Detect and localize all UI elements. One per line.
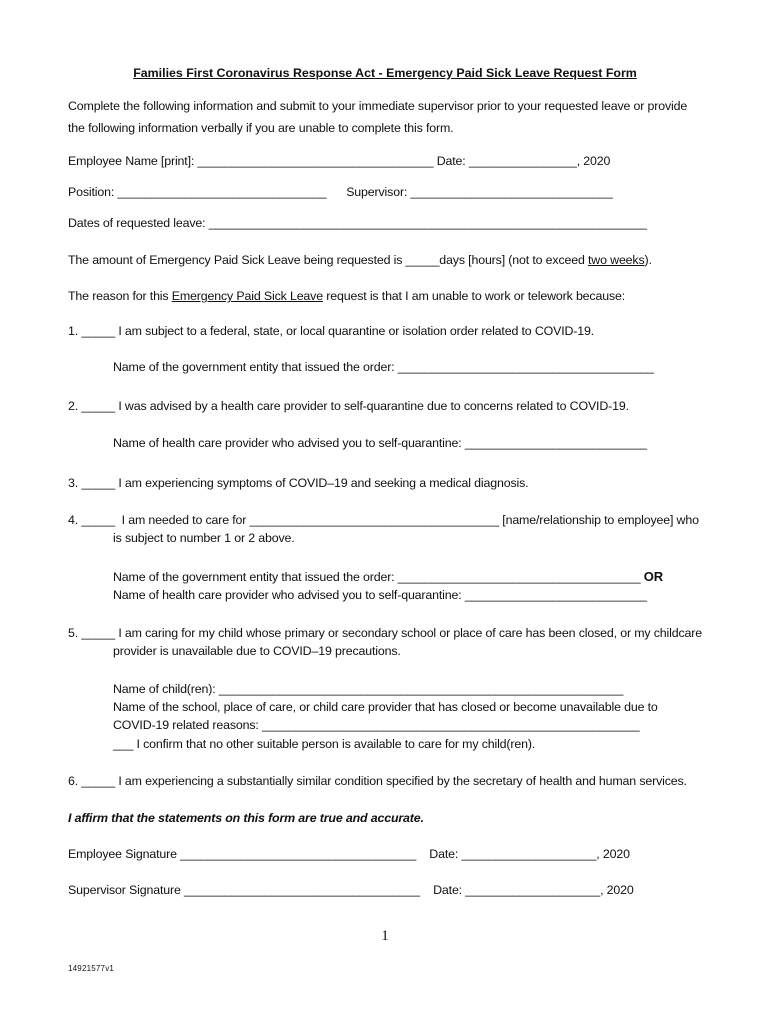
employee-signature-field[interactable]: Employee Signature ___________________________________ Date: ____________________, 2020: [68, 847, 630, 861]
position-supervisor-field[interactable]: Position: _______________________________ Supervisor: ______________________________: [68, 185, 613, 199]
affirmation-statement: I affirm that the statements on this form are true and accurate.: [68, 811, 424, 825]
reason-item-6[interactable]: 6. _____ I am experiencing a substantially similar condition specified by the secretary of health and human services.: [68, 774, 687, 788]
two-weeks-link: two weeks: [588, 253, 645, 267]
reason-item-3[interactable]: 3. _____ I am experiencing symptoms of COVID–19 and seeking a medical diagnosis.: [68, 476, 529, 490]
item-5-confirm-field[interactable]: ___ I confirm that no other suitable person is available to care for my child(ren).: [113, 737, 536, 751]
reason-line: [68, 287, 708, 306]
item-5-reasons-field[interactable]: COVID-19 related reasons: ________________________________________________________: [113, 718, 640, 732]
intro-line-1: Complete the following information and submit to your immediate supervisor prior to your requested leave or provide: [68, 99, 688, 113]
or-label: OR: [643, 569, 663, 584]
dates-requested-field[interactable]: Dates of requested leave: _________________________________________________________________: [68, 216, 647, 230]
amount-text-after: ).: [644, 253, 652, 267]
reason-item-5[interactable]: 5. _____ I am caring for my child whose primary or secondary school or place of care has been closed, or my childcare: [68, 626, 702, 640]
item-4-entity-field[interactable]: [113, 567, 708, 587]
item-5-continuation: provider is unavailable due to COVID–19 precautions.: [113, 644, 401, 658]
employee-name-date-field[interactable]: Employee Name [print]: ___________________________________ Date: ________________, 2020: [68, 154, 611, 168]
reason-item-2[interactable]: 2. _____ I was advised by a health care provider to self-quarantine due to concerns related to COVID-19.: [68, 399, 629, 413]
amount-requested-line[interactable]: [68, 251, 708, 270]
document-id: 14921577v1: [68, 964, 115, 973]
supervisor-signature-field[interactable]: Supervisor Signature ___________________________________ Date: ____________________, 2020: [68, 883, 634, 897]
reason-text-after: request is that I am unable to work or telework because:: [322, 289, 626, 303]
epsl-link: Emergency Paid Sick Leave: [171, 289, 323, 303]
reason-item-1[interactable]: 1. _____ I am subject to a federal, state, or local quarantine or isolation order related to COVID-19.: [68, 324, 595, 338]
item-4-provider-field[interactable]: Name of health care provider who advised you to self-quarantine: ___________________________: [113, 588, 647, 602]
item-5-child-name-field[interactable]: Name of child(ren): ____________________________________________________________: [113, 682, 624, 696]
item-4-entity-text: Name of the government entity that issued the order: ____________________________________: [113, 570, 644, 584]
reason-text-before: The reason for this: [68, 289, 172, 303]
amount-text-before: The amount of Emergency Paid Sick Leave being requested is _____days [hours] (not to exceed: [68, 253, 589, 267]
item-4-continuation: is subject to number 1 or 2 above.: [113, 531, 295, 545]
intro-line-2: the following information verbally if you are unable to complete this form.: [68, 121, 454, 135]
form-title: Families First Coronavirus Response Act - Emergency Paid Sick Leave Request Form: [133, 66, 637, 80]
reason-item-4[interactable]: 4. _____ I am needed to care for _____________________________________ [name/relationship to employee] who: [68, 513, 699, 527]
item-2-provider-field[interactable]: Name of health care provider who advised you to self-quarantine: ___________________________: [113, 436, 647, 450]
item-1-entity-field[interactable]: Name of the government entity that issued the order: ______________________________________: [113, 360, 654, 374]
page-number: 1: [381, 928, 389, 944]
item-5-school-text: Name of the school, place of care, or child care provider that has closed or become unavailable due to: [113, 700, 658, 714]
